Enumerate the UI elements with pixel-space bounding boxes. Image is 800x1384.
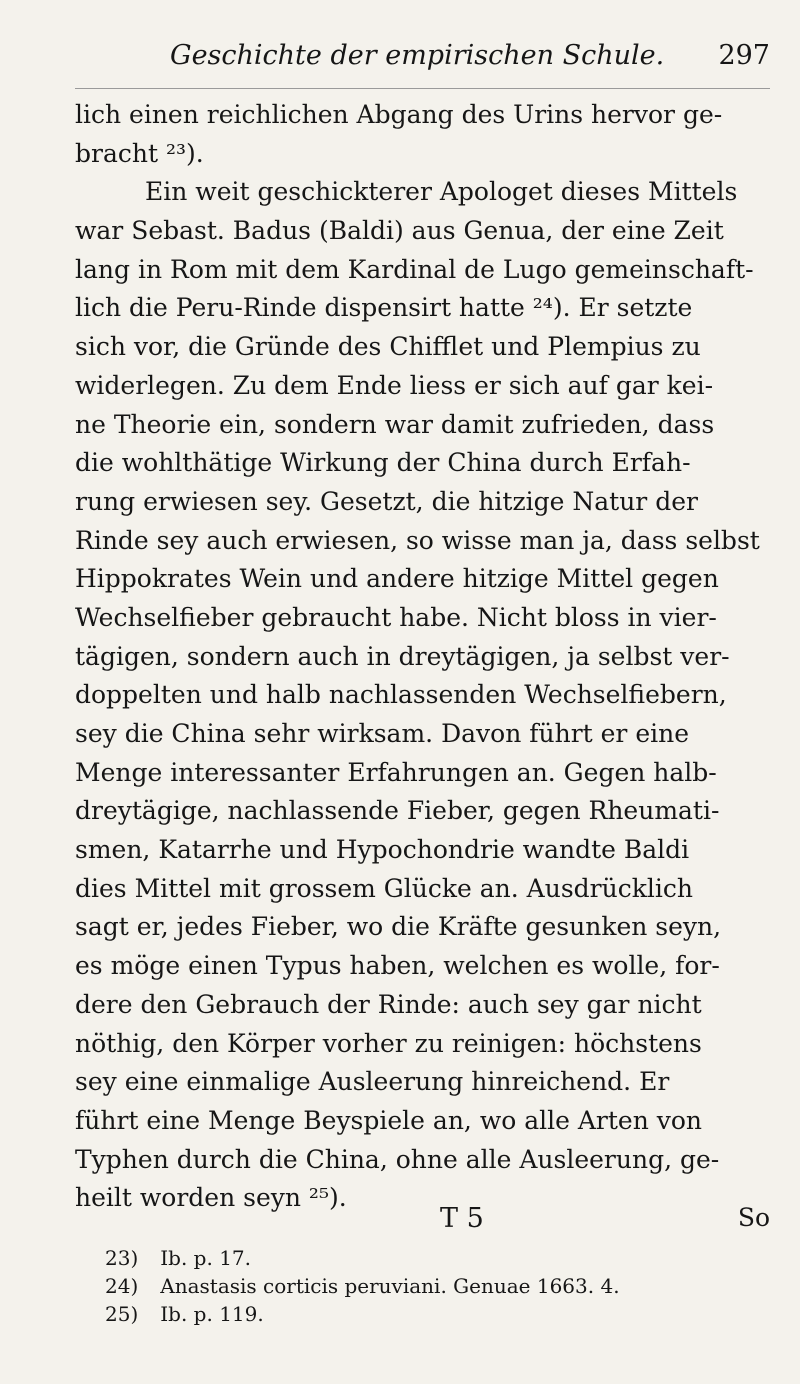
- text-line: widerlegen. Zu dem Ende liess er sich auf gar kei-: [75, 370, 714, 400]
- text-line: Hippokrates Wein und andere hitzige Mittel gegen: [75, 564, 719, 594]
- text-line: es möge einen Typus haben, welchen es wolle, for-: [75, 951, 720, 981]
- footnote-number: 25): [105, 1302, 139, 1326]
- body-text: [75, 96, 770, 1218]
- footnote: [105, 1272, 620, 1300]
- text-line: sagt er, jedes Fieber, wo die Kräfte gesunken seyn,: [75, 912, 722, 942]
- text-line: ne Theorie ein, sondern war damit zufrieden, dass: [75, 409, 715, 439]
- page-number: 297: [718, 40, 770, 71]
- text-line: Wechselfieber gebraucht habe. Nicht bloss in vier-: [75, 602, 717, 632]
- text-line: smen, Katarrhe und Hypochondrie wandte Baldi: [75, 835, 690, 865]
- text-line: dies Mittel mit grossem Glücke an. Ausdrücklich: [75, 873, 693, 903]
- text-line: sey eine einmalige Ausleerung hinreichend. Er: [75, 1067, 670, 1097]
- text-line: Typhen durch die China, ohne alle Ausleerung, ge-: [75, 1144, 720, 1174]
- footnotes: [105, 1244, 620, 1328]
- text-line: lich die Peru-Rinde dispensirt hatte ²⁴). Er setzte: [75, 293, 693, 323]
- footnote: [105, 1244, 620, 1272]
- text-line: führt eine Menge Beyspiele an, wo alle Arten von: [75, 1105, 703, 1135]
- text-line: heilt worden seyn ²⁵).: [75, 1183, 347, 1213]
- footnote-number: 23): [105, 1246, 139, 1270]
- header-rule: [75, 88, 770, 89]
- text-line: tägigen, sondern auch in dreytägigen, ja selbst ver-: [75, 641, 730, 671]
- text-line: Menge interessanter Erfahrungen an. Gegen halb-: [75, 757, 717, 787]
- footnote-text: Ib. p. 17.: [160, 1246, 252, 1270]
- text-line: dere den Gebrauch der Rinde: auch sey gar nicht: [75, 989, 702, 1019]
- footnote-text: Anastasis corticis peruviani. Genuae 1663. 4.: [160, 1274, 620, 1298]
- text-line: war Sebast. Badus (Baldi) aus Genua, der eine Zeit: [75, 216, 724, 246]
- text-line: sich vor, die Gründe des Chifflet und Plempius zu: [75, 332, 701, 362]
- footnote: [105, 1300, 620, 1328]
- text-line: Rinde sey auch erwiesen, so wisse man ja, dass selbst: [75, 525, 760, 555]
- text-line: die wohlthätige Wirkung der China durch Erfah-: [75, 448, 691, 478]
- text-line: bracht ²³).: [75, 138, 204, 168]
- text-line: rung erwiesen sey. Gesetzt, die hitzige Natur der: [75, 486, 698, 516]
- footnote-text: Ib. p. 119.: [160, 1302, 264, 1326]
- text-line: dreytägige, nachlassende Fieber, gegen Rheumati-: [75, 796, 720, 826]
- running-title: Geschichte der empirischen Schule.: [170, 40, 665, 71]
- text-line: lich einen reichlichen Abgang des Urins hervor ge-: [75, 100, 723, 129]
- text-line: doppelten und halb nachlassenden Wechselfiebern,: [75, 680, 727, 710]
- signature-row: [75, 1203, 770, 1243]
- catchword: So: [737, 1203, 770, 1232]
- text-line: nöthig, den Körper vorher zu reinigen: höchstens: [75, 1028, 702, 1058]
- text-line: sey die China sehr wirksam. Davon führt er eine: [75, 719, 690, 748]
- page-header: [170, 40, 770, 71]
- text-line: lang in Rom mit dem Kardinal de Lugo gemeinschaft-: [75, 254, 754, 284]
- text-line: Ein weit geschickterer Apologet dieses Mittels: [145, 177, 738, 207]
- footnote-number: 24): [105, 1274, 139, 1298]
- signature-mark: T 5: [440, 1203, 484, 1234]
